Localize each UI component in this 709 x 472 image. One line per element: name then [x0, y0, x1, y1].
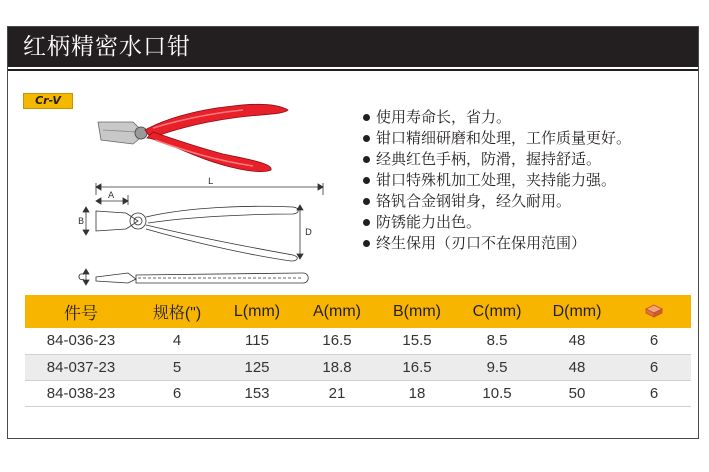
feature-list — [363, 107, 631, 254]
cell-c: 9.5 — [457, 354, 537, 380]
col-header-size: 规格(") — [137, 295, 217, 328]
pliers-technical-drawing — [78, 177, 338, 287]
cell-part-no: 84-037-23 — [25, 354, 137, 380]
bullet-icon — [363, 156, 370, 163]
crv-badge: Cr-V — [23, 93, 73, 109]
feature-text: 铬钒合金钢钳身，经久耐用。 — [376, 192, 572, 210]
cell-b: 18 — [377, 380, 457, 406]
col-header-l: L(mm) — [217, 295, 297, 328]
cell-part-no: 84-038-23 — [25, 380, 137, 406]
table-row — [25, 328, 691, 354]
cell-box-qty: 6 — [617, 354, 691, 380]
table-row — [25, 354, 691, 380]
feature-text: 终生保用（刃口不在保用范围） — [376, 234, 587, 252]
feature-item — [363, 233, 631, 254]
page-title: 红柄精密水口钳 — [23, 34, 191, 60]
col-header-box-qty — [617, 295, 691, 328]
feature-item — [363, 191, 631, 212]
cell-size: 4 — [137, 328, 217, 354]
bullet-icon — [363, 114, 370, 121]
dimension-label-A: A — [108, 191, 115, 201]
dimension-label-D: D — [305, 228, 312, 238]
cell-size: 5 — [137, 354, 217, 380]
title-bar — [8, 27, 698, 67]
cell-l: 153 — [217, 380, 297, 406]
table-row — [25, 380, 691, 406]
feature-text: 防锈能力出色。 — [376, 213, 482, 231]
cell-b: 15.5 — [377, 328, 457, 354]
cell-part-no: 84-036-23 — [25, 328, 137, 354]
bullet-icon — [363, 177, 370, 184]
feature-text: 钳口特殊机加工处理，夹持能力强。 — [376, 171, 617, 189]
cell-a: 21 — [297, 380, 377, 406]
col-header-b: B(mm) — [377, 295, 457, 328]
col-header-part-no: 件号 — [25, 295, 137, 328]
bullet-icon — [363, 135, 370, 142]
cell-b: 16.5 — [377, 354, 457, 380]
title-divider — [8, 69, 698, 71]
cell-l: 125 — [217, 354, 297, 380]
spec-table — [25, 295, 691, 407]
cell-box-qty: 6 — [617, 328, 691, 354]
dimension-label-B: B — [78, 217, 85, 227]
dimension-label-C: C — [78, 273, 85, 283]
feature-text: 钳口精细研磨和处理，工作质量更好。 — [376, 129, 632, 147]
cell-box-qty: 6 — [617, 380, 691, 406]
cell-c: 8.5 — [457, 328, 537, 354]
bullet-icon — [363, 219, 370, 226]
cell-a: 18.8 — [297, 354, 377, 380]
cell-l: 115 — [217, 328, 297, 354]
table-header-row — [25, 295, 691, 328]
bullet-icon — [363, 198, 370, 205]
bullet-icon — [363, 240, 370, 247]
feature-item — [363, 149, 631, 170]
box-icon — [644, 304, 664, 318]
cell-size: 6 — [137, 380, 217, 406]
col-header-c: C(mm) — [457, 295, 537, 328]
feature-item — [363, 170, 631, 191]
cell-a: 16.5 — [297, 328, 377, 354]
col-header-d: D(mm) — [537, 295, 617, 328]
pliers-photo — [93, 100, 293, 180]
feature-text: 经典红色手柄，防滑，握持舒适。 — [376, 150, 602, 168]
feature-item — [363, 128, 631, 149]
feature-item — [363, 107, 631, 128]
feature-item — [363, 212, 631, 233]
cell-c: 10.5 — [457, 380, 537, 406]
cell-d: 48 — [537, 328, 617, 354]
dimension-label-L: L — [208, 177, 214, 187]
cell-d: 50 — [537, 380, 617, 406]
cell-d: 48 — [537, 354, 617, 380]
feature-text: 使用寿命长，省力。 — [376, 108, 512, 126]
col-header-a: A(mm) — [297, 295, 377, 328]
product-card — [7, 26, 699, 439]
